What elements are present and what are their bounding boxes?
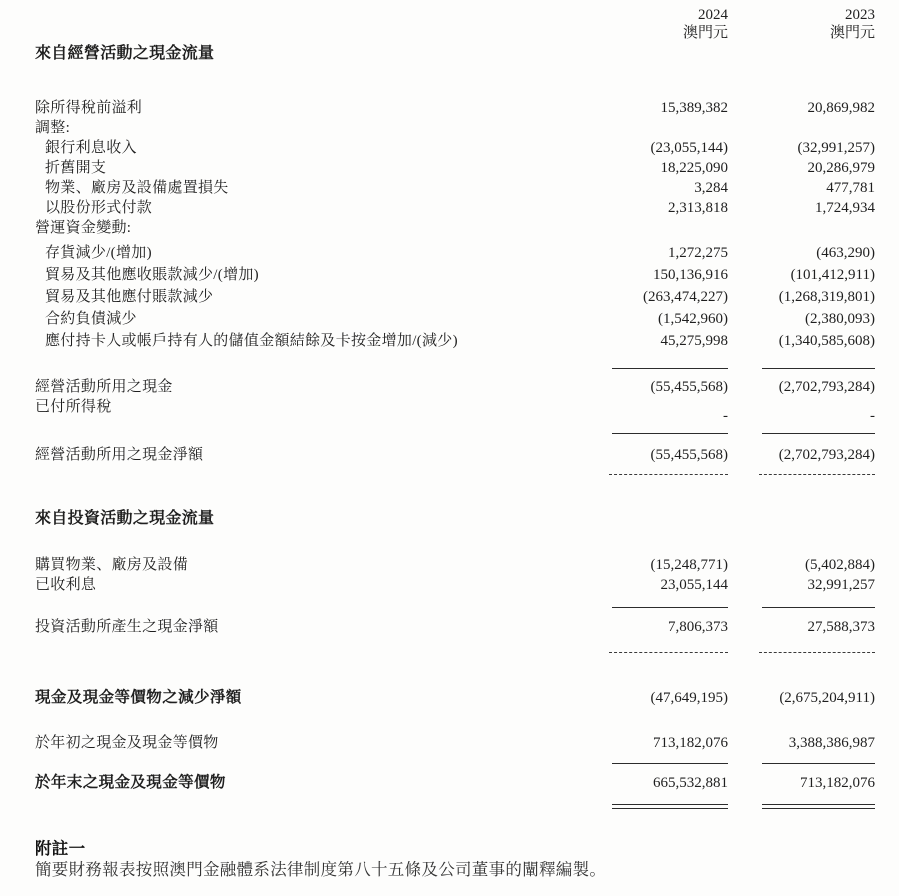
row-label: 現金及現金等價物之減少淨額	[35, 689, 242, 706]
row-working-capital-changes	[35, 218, 875, 238]
row-profit-before-tax	[35, 98, 875, 118]
value-2024: 713,182,076	[653, 735, 728, 751]
note-text-row	[35, 859, 875, 881]
value-2023: 1,724,934	[815, 200, 875, 216]
value-2024: 15,389,382	[660, 100, 728, 116]
value-2023: 20,286,979	[807, 160, 875, 176]
value-2023: -	[870, 408, 875, 424]
value-2024: 2,313,818	[668, 200, 728, 216]
rule-cell	[600, 804, 728, 809]
year-2023-header: 2023	[845, 7, 875, 23]
rule-cell	[600, 763, 728, 764]
row-label: 應付持卡人或帳戶持有人的儲值金額結餘及卡按金增加/(減少)	[45, 333, 458, 349]
value-2024: 665,532,881	[653, 775, 728, 791]
subtotal-rule	[35, 433, 875, 436]
rule-cell	[728, 474, 875, 475]
operating-section-title: 來自經營活動之現金流量	[35, 45, 215, 62]
row-label: 折舊開支	[45, 160, 107, 176]
row-cash-at-beginning-of-year	[35, 733, 875, 753]
value-2024: 45,275,998	[660, 333, 728, 349]
row-adjustments	[35, 118, 875, 138]
rule-cell	[728, 763, 875, 764]
section-end-dashed-rule	[35, 652, 875, 655]
rule-cell	[728, 368, 875, 369]
value-2023: 32,991,257	[807, 577, 875, 593]
value-2024: -	[723, 408, 728, 424]
row-net-cash-from-investing	[35, 616, 875, 638]
investing-section-title-row	[35, 509, 875, 529]
row-bank-interest-income	[35, 138, 875, 158]
value-2023: (1,340,585,608)	[778, 333, 875, 349]
row-label: 貿易及其他應收賬款減少/(增加)	[45, 267, 259, 283]
row-label: 除所得稅前溢利	[35, 100, 143, 116]
row-cardholder-stored-value-change	[35, 330, 875, 352]
row-label: 營運資金變動:	[35, 220, 132, 236]
row-label: 投資活動所產生之現金淨額	[35, 619, 219, 635]
row-label: 調整:	[35, 120, 71, 136]
row-label: 於年末之現金及現金等價物	[35, 774, 226, 791]
row-label: 合約負債減少	[45, 311, 137, 327]
rule-cell	[600, 652, 728, 653]
row-label: 購買物業、廠房及設備	[35, 557, 189, 573]
row-trade-receivables-change	[35, 264, 875, 286]
row-label: 貿易及其他應付賬款減少	[45, 289, 214, 305]
rule-cell	[600, 474, 728, 475]
rule-cell	[600, 607, 728, 608]
investing-section-title: 來自投資活動之現金流量	[35, 510, 215, 527]
value-2024: (55,455,568)	[650, 447, 728, 463]
note-text: 簡要財務報表按照澳門金融體系法律制度第八十五條及公司董事的闡釋編製。	[35, 860, 607, 879]
year-2024-header: 2024	[698, 7, 728, 23]
row-label: 已收利息	[35, 577, 97, 593]
value-2023: (2,702,793,284)	[778, 447, 875, 463]
value-2024: 7,806,373	[668, 619, 728, 635]
currency-header-row	[35, 24, 875, 42]
row-ppe-disposal-loss	[35, 178, 875, 198]
currency-2023-header: 澳門元	[829, 25, 875, 41]
row-net-decrease-in-cash	[35, 687, 875, 709]
value-2024: (23,055,144)	[650, 140, 728, 156]
value-2024: 150,136,916	[653, 267, 728, 283]
row-depreciation	[35, 158, 875, 178]
row-interest-received	[35, 575, 875, 595]
value-2023: (5,402,884)	[805, 557, 875, 573]
value-2024: (263,474,227)	[643, 289, 728, 305]
subtotal-rule	[35, 763, 875, 766]
row-label: 以股份形式付款	[45, 200, 153, 216]
row-label: 存貨減少/(增加)	[45, 245, 152, 261]
value-2023: 3,388,386,987	[788, 735, 875, 751]
row-label: 已付所得稅	[35, 399, 112, 415]
value-2024: (47,649,195)	[650, 690, 728, 706]
row-cash-at-end-of-year	[35, 772, 875, 794]
section-end-dashed-rule	[35, 474, 875, 477]
row-cash-used-in-operations	[35, 377, 875, 397]
row-label: 銀行利息收入	[45, 140, 137, 156]
row-net-cash-used-in-operations	[35, 444, 875, 466]
rule-cell	[728, 804, 875, 809]
value-2024: 1,272,275	[668, 245, 728, 261]
currency-2024-header: 澳門元	[682, 25, 728, 41]
value-2023: (101,412,911)	[790, 267, 875, 283]
row-contract-liabilities-decrease	[35, 308, 875, 330]
value-2024: 3,284	[694, 180, 728, 196]
value-2023: 713,182,076	[800, 775, 875, 791]
value-2023: (1,268,319,801)	[778, 289, 875, 305]
value-2023: (2,702,793,284)	[778, 379, 875, 395]
row-label: 於年初之現金及現金等價物	[35, 735, 219, 751]
grand-total-double-rule	[35, 804, 875, 809]
subtotal-rule	[35, 607, 875, 610]
value-2024: (55,455,568)	[650, 379, 728, 395]
rule-cell	[600, 433, 728, 434]
row-share-based-payment	[35, 198, 875, 218]
operating-section-title-row	[35, 44, 875, 64]
note-title-row	[35, 839, 875, 859]
value-2023: (2,380,093)	[805, 311, 875, 327]
subtotal-rule	[35, 368, 875, 371]
value-2024: (1,542,960)	[658, 311, 728, 327]
row-label: 經營活動所用之現金淨額	[35, 447, 204, 463]
row-inventory-change	[35, 242, 875, 264]
rule-cell	[728, 652, 875, 653]
value-2024: (15,248,771)	[650, 557, 728, 573]
row-label: 經營活動所用之現金	[35, 379, 173, 395]
value-2023: (32,991,257)	[797, 140, 875, 156]
row-purchase-of-ppe	[35, 555, 875, 575]
value-2023: (463,290)	[816, 245, 875, 261]
note-title: 附註一	[35, 839, 86, 858]
row-label: 物業、廠房及設備處置損失	[45, 180, 229, 196]
row-income-tax-paid	[35, 397, 875, 424]
value-2024: 18,225,090	[660, 160, 728, 176]
rule-cell	[728, 607, 875, 608]
rule-cell	[600, 368, 728, 369]
value-2023: (2,675,204,911)	[779, 690, 875, 706]
rule-cell	[728, 433, 875, 434]
row-trade-payables-decrease	[35, 286, 875, 308]
value-2023: 477,781	[826, 180, 875, 196]
value-2024: 23,055,144	[660, 577, 728, 593]
year-header-row	[35, 6, 875, 24]
value-2023: 27,588,373	[807, 619, 875, 635]
value-2023: 20,869,982	[807, 100, 875, 116]
